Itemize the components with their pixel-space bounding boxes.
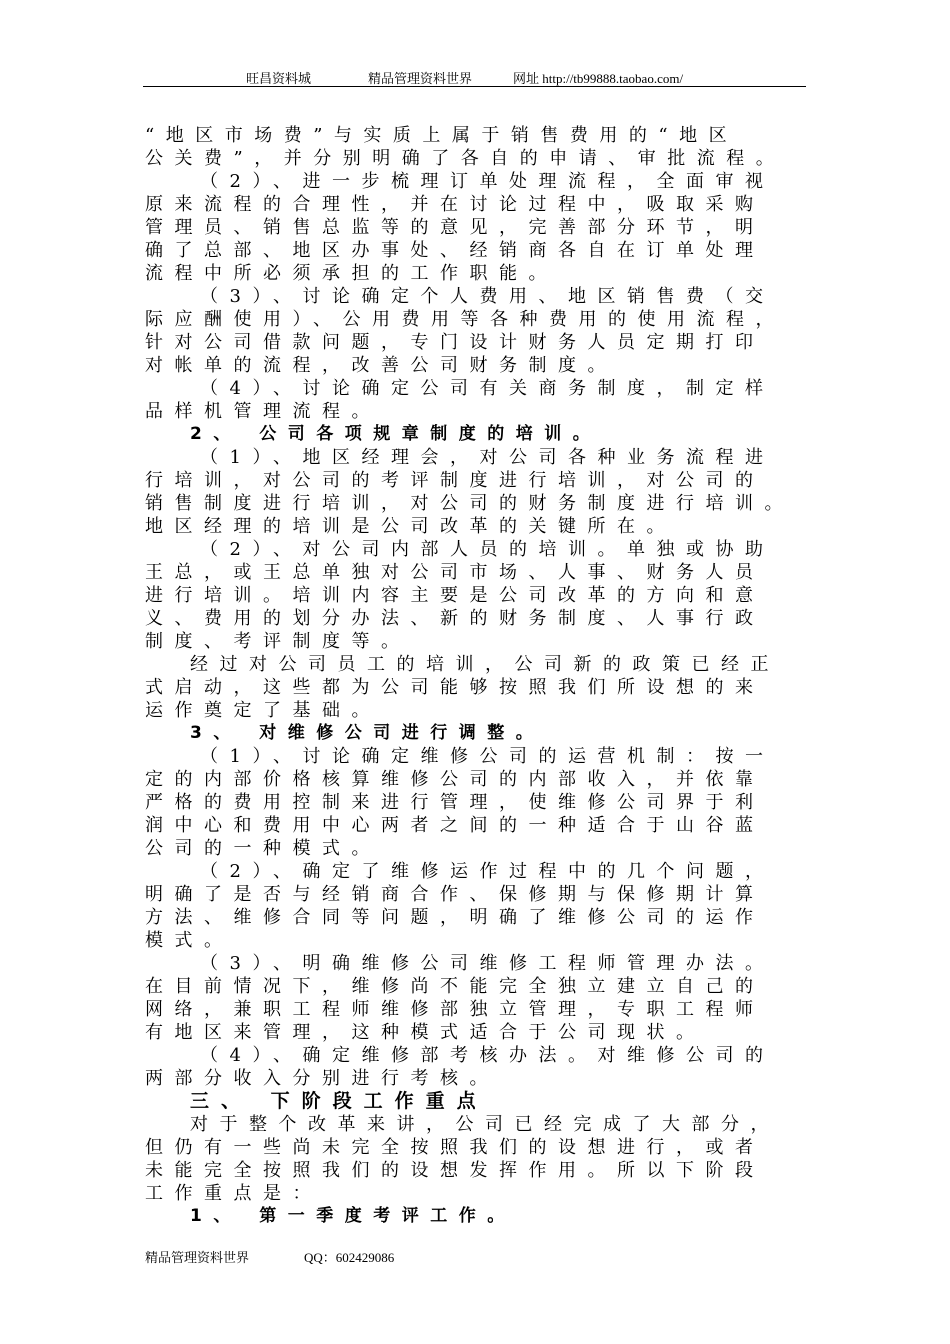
text-line: 确了总部、地区办事处、经销商各自在订单处理: [145, 240, 765, 261]
text-line: 进行培训。培训内容主要是公司改革的方向和意: [145, 585, 765, 606]
text-line: 原来流程的合理性，并在讨论过程中，吸取采购: [145, 194, 765, 215]
subsection-heading: 1、 第一季度考评工作。: [190, 1206, 516, 1226]
text-line: 行培训，对公司的考评制度进行培训，对公司的: [145, 470, 765, 491]
text-line: （1）、讨论确定维修公司的运营机制：按一: [200, 746, 775, 767]
text-line: 品样机管理流程。: [145, 401, 381, 422]
text-line: 严格的费用控制来进行管理，使维修公司界于利: [145, 792, 765, 813]
text-line: 网络，兼职工程师维修部独立管理，专职工程师: [145, 999, 765, 1020]
text-line: 管理员、销售总监等的意见，完善部分环节，明: [145, 217, 765, 238]
page-footer: [145, 1247, 449, 1266]
text-line: 式启动，这些都为公司能够按照我们所设想的来: [145, 677, 765, 698]
text-line: 王总，或王总单独对公司市场、人事、财务人员: [145, 562, 765, 583]
text-line: 定的内部价格核算维修公司的内部收入，并依靠: [145, 769, 765, 790]
text-line: 制度、考评制度等。: [145, 631, 411, 652]
text-line: 未能完全按照我们的设想发挥作用。所以下阶段: [145, 1160, 765, 1181]
text-line: 方法、维修合同等问题，明确了维修公司的运作: [145, 907, 765, 928]
footer-site-name: 精品管理资料世界: [145, 1250, 250, 1265]
text-line: 针对公司借款问题，专门设计财务人员定期打印: [145, 332, 765, 353]
text-line: （2）、进一步梳理订单处理流程，全面审视: [200, 171, 775, 192]
text-line: 模式。: [145, 930, 234, 951]
text-line: 运作奠定了基础。: [145, 700, 381, 721]
section-heading: 三、 下阶段工作重点: [190, 1090, 488, 1112]
text-line: 公关费”，并分别明确了各自的申请、审批流程。: [145, 148, 786, 169]
text-line: 有地区来管理，这种模式适合于公司现状。: [145, 1022, 706, 1043]
header-site-name: 旺昌资料城: [246, 71, 312, 86]
text-line: 地区经理的培训是公司改革的关键所在。: [145, 516, 676, 537]
text-line: （3）、明确维修公司维修工程师管理办法。: [200, 953, 775, 974]
text-line: 对帐单的流程，改善公司财务制度。: [145, 355, 617, 376]
text-line: 两部分收入分别进行考核。: [145, 1068, 499, 1089]
header-subtitle: 精品管理资料世界: [368, 71, 473, 86]
text-line: 经过对公司员工的培训，公司新的政策已经正: [190, 654, 780, 675]
text-line: （2）、对公司内部人员的培训。单独或协助: [200, 539, 775, 560]
text-line: （4）、讨论确定公司有关商务制度，制定样: [200, 378, 775, 399]
page-header: [143, 66, 806, 87]
header-url: 网址 http://tb99888.taobao.com/: [513, 71, 684, 86]
document-body: [145, 124, 805, 1228]
text-line: （1）、地区经理会，对公司各种业务流程进: [200, 447, 775, 468]
text-line: 义、费用的划分办法、新的财务制度、人事行政: [145, 608, 765, 629]
text-line: 销售制度进行培训，对公司的财务制度进行培训。: [145, 493, 794, 514]
text-line: 在目前情况下，维修尚不能完全独立建立自己的: [145, 976, 765, 997]
text-line: 对于整个改革来讲，公司已经完成了大部分，: [190, 1114, 780, 1135]
footer-qq: QQ：602429086: [304, 1250, 395, 1265]
text-line: 润中心和费用中心两者之间的一种适合于山谷蓝: [145, 815, 765, 836]
text-line: （3）、讨论确定个人费用、地区销售费（交: [200, 286, 775, 307]
text-line: “地区市场费”与实质上属于销售费用的“地区: [145, 125, 739, 146]
text-line: 明确了是否与经销商合作、保修期与保修期计算: [145, 884, 765, 905]
text-line: （2）、确定了维修运作过程中的几个问题，: [200, 861, 775, 882]
text-line: 但仍有一些尚未完全按照我们的设想进行，或者: [145, 1137, 765, 1158]
text-line: 公司的一种模式。: [145, 838, 381, 859]
subsection-heading: 2、 公司各项规章制度的培训。: [190, 424, 602, 444]
text-line: 流程中所必须承担的工作职能。: [145, 263, 558, 284]
text-line: 工作重点是：: [145, 1183, 322, 1204]
text-line: （4）、确定维修部考核办法。对维修公司的: [200, 1045, 775, 1066]
text-line: 际应酬使用）、公用费用等各种费用的使用流程，: [145, 309, 785, 330]
subsection-heading: 3、 对维修公司进行调整。: [190, 723, 545, 743]
